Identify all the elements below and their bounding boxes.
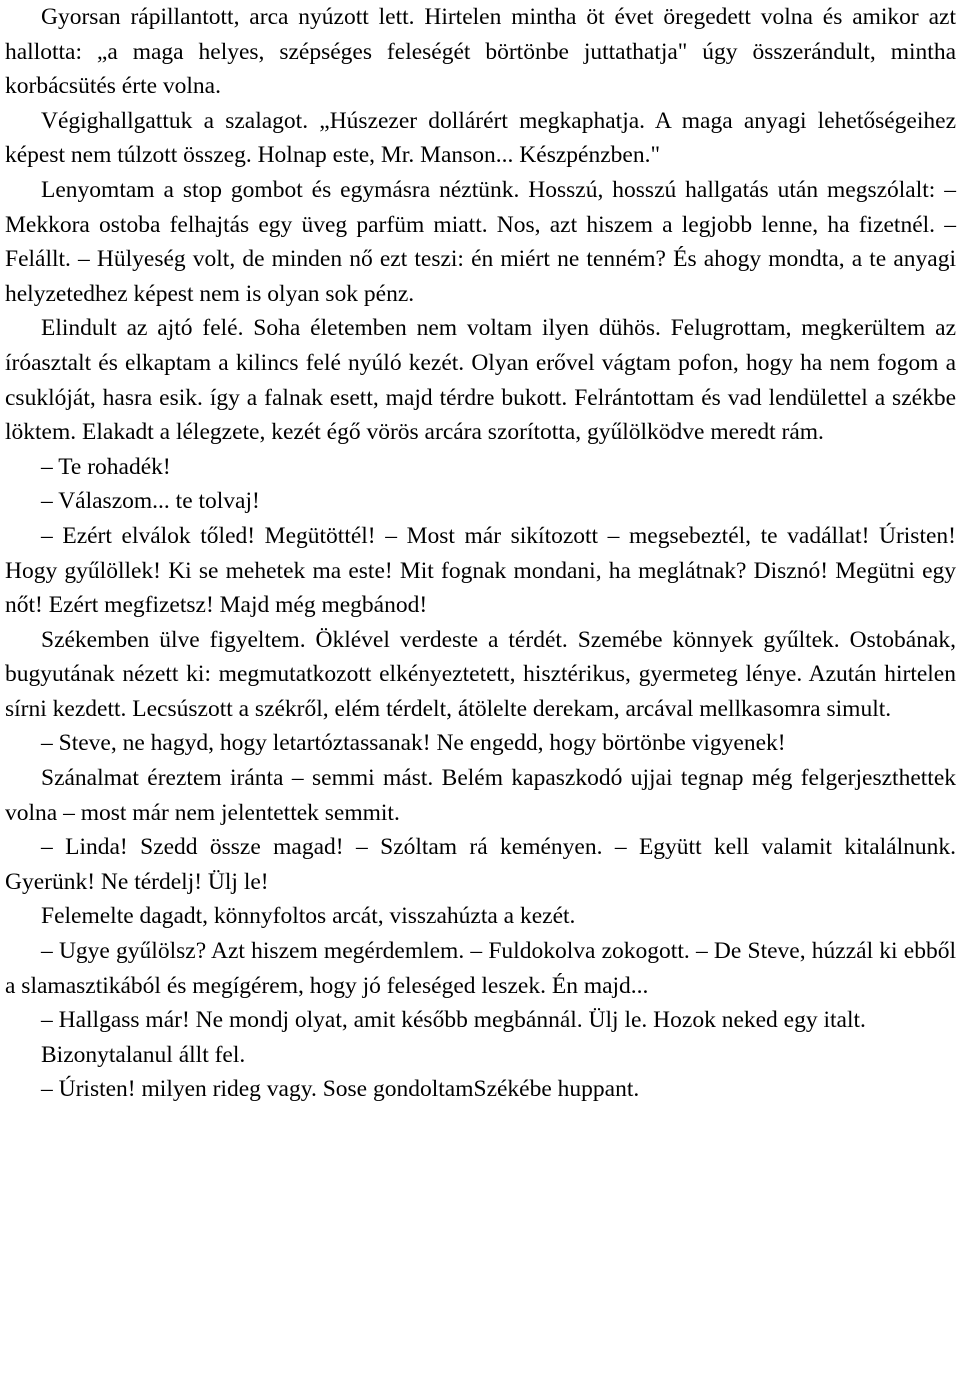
dialogue-line-5: ‒ Linda! Szedd össze magad! ‒ Szóltam rá keményen. ‒ Együtt kell valamit kitalálnunk. Gyerünk! Ne térdelj! Ülj le! [5,834,956,895]
dialogue-line-3: ‒ Ezért elválok tőled! Megütöttél! ‒ Most már sikítozott ‒ megsebeztél, te vadállat! Úristen! Hogy gyűlöllek! Ki se mehetek ma este! Mit fognak mondani, ha meglátnak? Disznó! Megütni egy nőt! Ezért megfizetsz! Majd még megbánod! [5,522,956,619]
paragraph-7: Felemelte dagadt, könnyfoltos arcát, visszahúzta a kezét. [41,903,576,930]
paragraph-3: Lenyomtam a stop gombot és egymásra néztünk. Hosszú, hosszú hallgatás után megszólalt: ‒ Mekkora ostoba felhajtás egy üveg parfüm miatt. Nos, azt hiszem a legjobb lenne, ha fizetnél. ‒ Felállt. ‒ Hülyeség volt, de minden nő ezt teszi: én miért ne tenném? És ahogy mondta, a te anyagi helyzetedhez képest nem is olyan sok pénz. [5,176,956,307]
dialogue-line-7: ‒ Hallgass már! Ne mondj olyat, amit később megbánnál. Ülj le. Hozok neked egy italt. [41,1007,866,1034]
dialogue-line-6: ‒ Ugye gyűlölsz? Azt hiszem megérdemlem. ‒ Fuldokolva zokogott. ‒ De Steve, húzzál ki ebből a slamasztikából és megígérem, hogy jó feleséged leszek. Én majd... [5,938,956,999]
paragraph-8: Bizonytalanul állt fel. [41,1041,246,1068]
paragraph-4: Elindult az ajtó felé. Soha életemben nem voltam ilyen dühös. Felugrottam, megkerültem az íróasztalt és elkaptam a kilincs felé nyúló kezét. Olyan erővel vágtam pofon, hogy ha nem fogom a csuklóját, hasra esik. így a falnak esett, majd térdre bukott. Felrántottam és vad lendülettel a székbe löktem. Elakadt a lélegzete, kezét égő vörös arcára szorította, gyűlölködve meredt rám. [5,315,956,446]
dialogue-line-8: ‒ Úristen! milyen rideg vagy. Sose gondoltamSzékébe huppant. [41,1076,640,1103]
dialogue-line-2: ‒ Válaszom... te tolvaj! [41,488,260,515]
paragraph-2: Végighallgattuk a szalagot. „Húszezer dollárért megkaphatja. A maga anyagi lehetőségeihez képest nem túlzott összeg. Holnap este, Mr. Manson... Készpénzben." [5,107,956,169]
paragraph-6: Szánalmat éreztem iránta ‒ semmi mást. Belém kapaszkodó ujjai tegnap még felgerjeszthettek volna ‒ most már nem jelentettek semmit. [5,765,956,826]
dialogue-line-4: ‒ Steve, ne hagyd, hogy letartóztassanak! Ne engedd, hogy börtönbe vigyenek! [41,730,786,757]
paragraph-5: Székemben ülve figyeltem. Öklével verdeste a térdét. Szemébe könnyek gyűltek. Ostobának, bugyutának nézett ki: megmutatkozott elkényeztetett, hisztérikus, gyermeteg lénye. Azután hirtelen sírni kezdett. Lecsúszott a székről, elém térdelt, átölelte derekam, arcával mellkasomra simult. [5,626,956,722]
dialogue-line-1: ‒ Te rohadék! [41,453,171,480]
paragraph-1: Gyorsan rápillantott, arca nyúzott lett. Hirtelen mintha öt évet öregedett volna és amikor azt hallotta: „a maga helyes, szépséges feleségét börtönbe juttathatja" úgy összerándult, mintha korbácsütés érte volna. [5,4,956,100]
